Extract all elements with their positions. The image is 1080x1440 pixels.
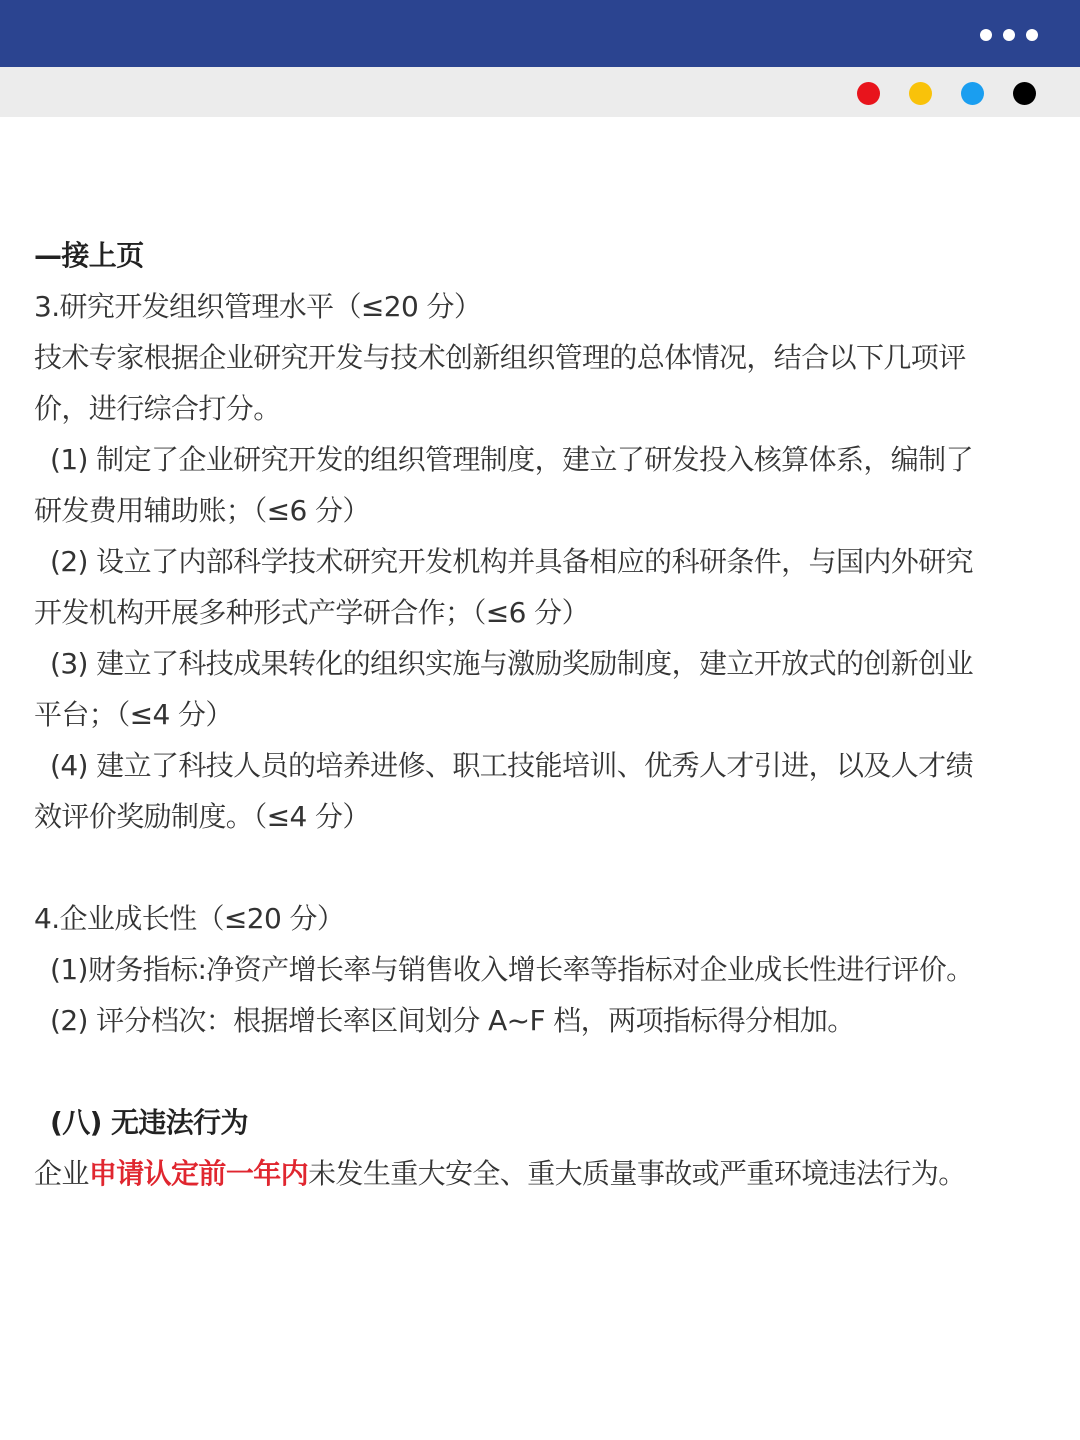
section3-item2-line1: (2) 设立了内部科学技术研究开发机构并具备相应的科研条件，与国内外研究 — [50, 545, 973, 578]
document-body — [34, 230, 1046, 1199]
section8-title: (八) 无违法行为 — [50, 1106, 248, 1139]
section8-text-prefix: 企业 — [34, 1157, 89, 1190]
spacer — [34, 1046, 1046, 1097]
section3-title: 3.研究开发组织管理水平（≤20 分） — [34, 290, 482, 323]
more-dot — [980, 29, 992, 41]
blue-dot-icon — [961, 82, 984, 105]
yellow-dot-icon — [909, 82, 932, 105]
black-dot-icon — [1013, 82, 1036, 105]
more-dot — [1026, 29, 1038, 41]
section3-item3-line2: 平台；（≤4 分） — [34, 698, 233, 731]
section3-item4-line1: (4) 建立了科技人员的培养进修、职工技能培训、优秀人才引进，以及人才绩 — [50, 749, 973, 782]
section8-text — [34, 1148, 1046, 1199]
top-bar — [0, 0, 1080, 67]
section4-item2: (2) 评分档次：根据增长率区间划分 A~F 档，两项指标得分相加。 — [50, 1004, 855, 1037]
section3-item1-line1: (1) 制定了企业研究开发的组织管理制度，建立了研发投入核算体系，编制了 — [50, 443, 973, 476]
section4-item1: (1)财务指标:净资产增长率与销售收入增长率等指标对企业成长性进行评价。 — [50, 953, 974, 986]
continued-label: —接上页 — [34, 239, 144, 272]
section3-item2-line2: 开发机构开展多种形式产学研合作；（≤6 分） — [34, 596, 589, 629]
more-dot — [1003, 29, 1015, 41]
section8-text-suffix: 未发生重大安全、重大质量事故或严重环境违法行为。 — [308, 1157, 966, 1190]
section3-item3-line1: (3) 建立了科技成果转化的组织实施与激励奖励制度，建立开放式的创新创业 — [50, 647, 973, 680]
section3-intro-line1: 技术专家根据企业研究开发与技术创新组织管理的总体情况，结合以下几项评 — [34, 341, 966, 374]
red-dot-icon — [857, 82, 880, 105]
color-dots — [857, 82, 1036, 105]
decor-bar — [0, 67, 1080, 117]
spacer — [34, 842, 1046, 893]
section3-item1-line2: 研发费用辅助账；（≤6 分） — [34, 494, 370, 527]
section8-highlight: 申请认定前一年内 — [88, 1157, 309, 1190]
section3-intro-line2: 价，进行综合打分。 — [34, 392, 281, 425]
section4-title: 4.企业成长性（≤20 分） — [34, 902, 345, 935]
more-horizontal-icon[interactable] — [980, 29, 1038, 41]
section3-item4-line2: 效评价奖励制度。（≤4 分） — [34, 800, 370, 833]
